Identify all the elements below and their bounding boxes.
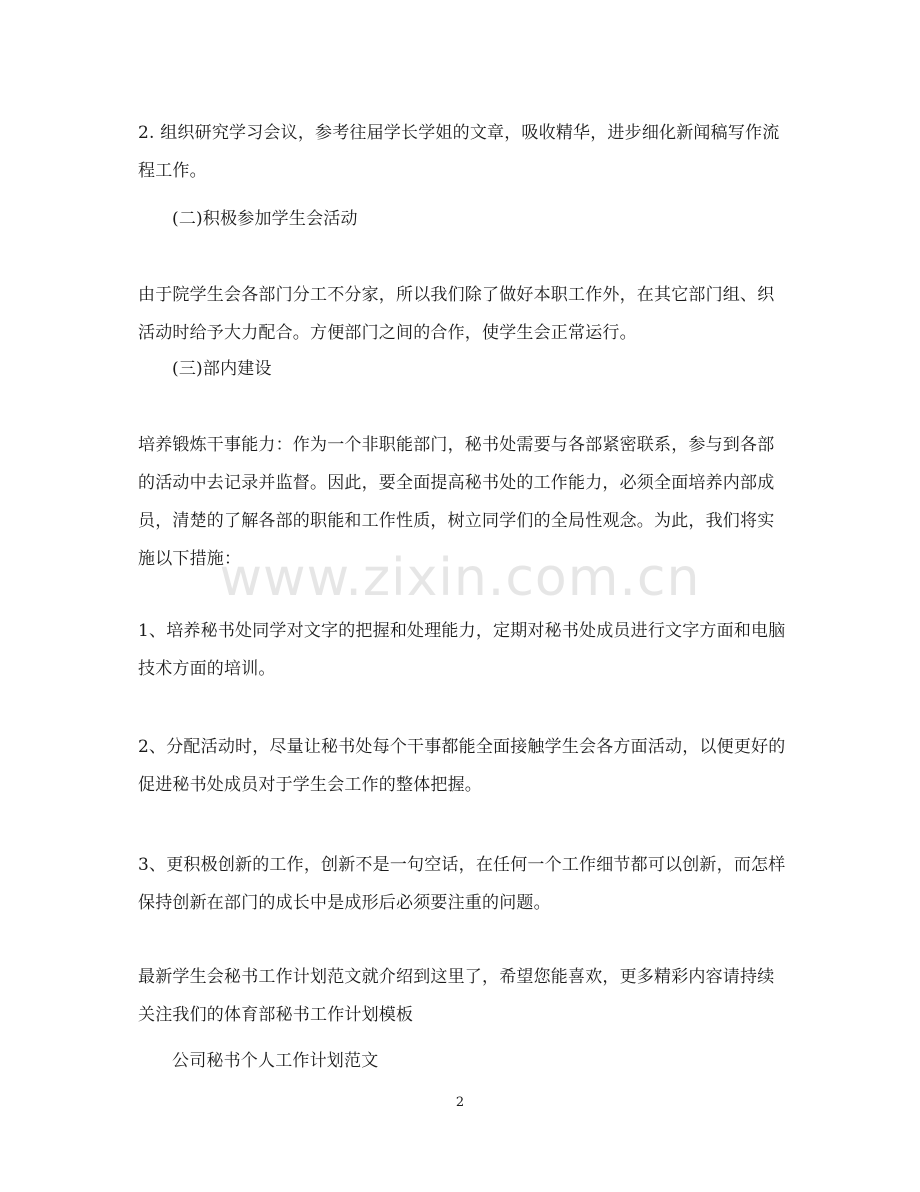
heading-internal-construction: (三)部内建设 [172,359,272,379]
paragraph-department-cooperation: 由于院学生会各部门分工不分家，所以我们除了做好本职工作外，在其它部门组、织活动时给予大力配合。方便部门之间的合作，使学生会正常运行。 [138,285,775,343]
heading-student-union-activities: (二)积极参加学生会活动 [172,209,358,229]
list-item-3: 3、更积极创新的工作，创新不是一句空话，在任何一个工作细节都可以创新，而怎样保持创新在部门的成长中是成形后必须要注重的问题。 [138,855,786,913]
paragraph-staff-training: 培养锻炼干事能力：作为一个非职能部门，秘书处需要与各部紧密联系，参与到各部的活动中去记录并监督。因此，要全面提高秘书处的工作能力，必须全面培养内部成员，清楚的了解各部的职能和工作性质，树立同学们的全局性观念。为此，我们将实施以下措施： [138,435,775,569]
paragraph-closing: 最新学生会秘书工作计划范文就介绍到这里了，希望您能喜欢，更多精彩内容请持续关注我们的体育部秘书工作计划模板 [138,967,775,1025]
watermark: www.zixin.com.cn [219,548,701,608]
page-number: 2 [455,1095,465,1110]
list-item-2: 2、分配活动时，尽量让秘书处每个干事都能全面接触学生会各方面活动，以便更好的促进秘书处成员对于学生会工作的整体把握。 [138,737,786,795]
paragraph-news-workflow: 2. 组织研究学习会议，参考往届学长学姐的文章，吸收精华，进步细化新闻稿写作流程工作。 [138,123,780,181]
related-article-title: 公司秘书个人工作计划范文 [172,1051,379,1071]
list-item-1: 1、培养秘书处同学对文字的把握和处理能力，定期对秘书处成员进行文字方面和电脑技术方面的培训。 [138,621,786,679]
